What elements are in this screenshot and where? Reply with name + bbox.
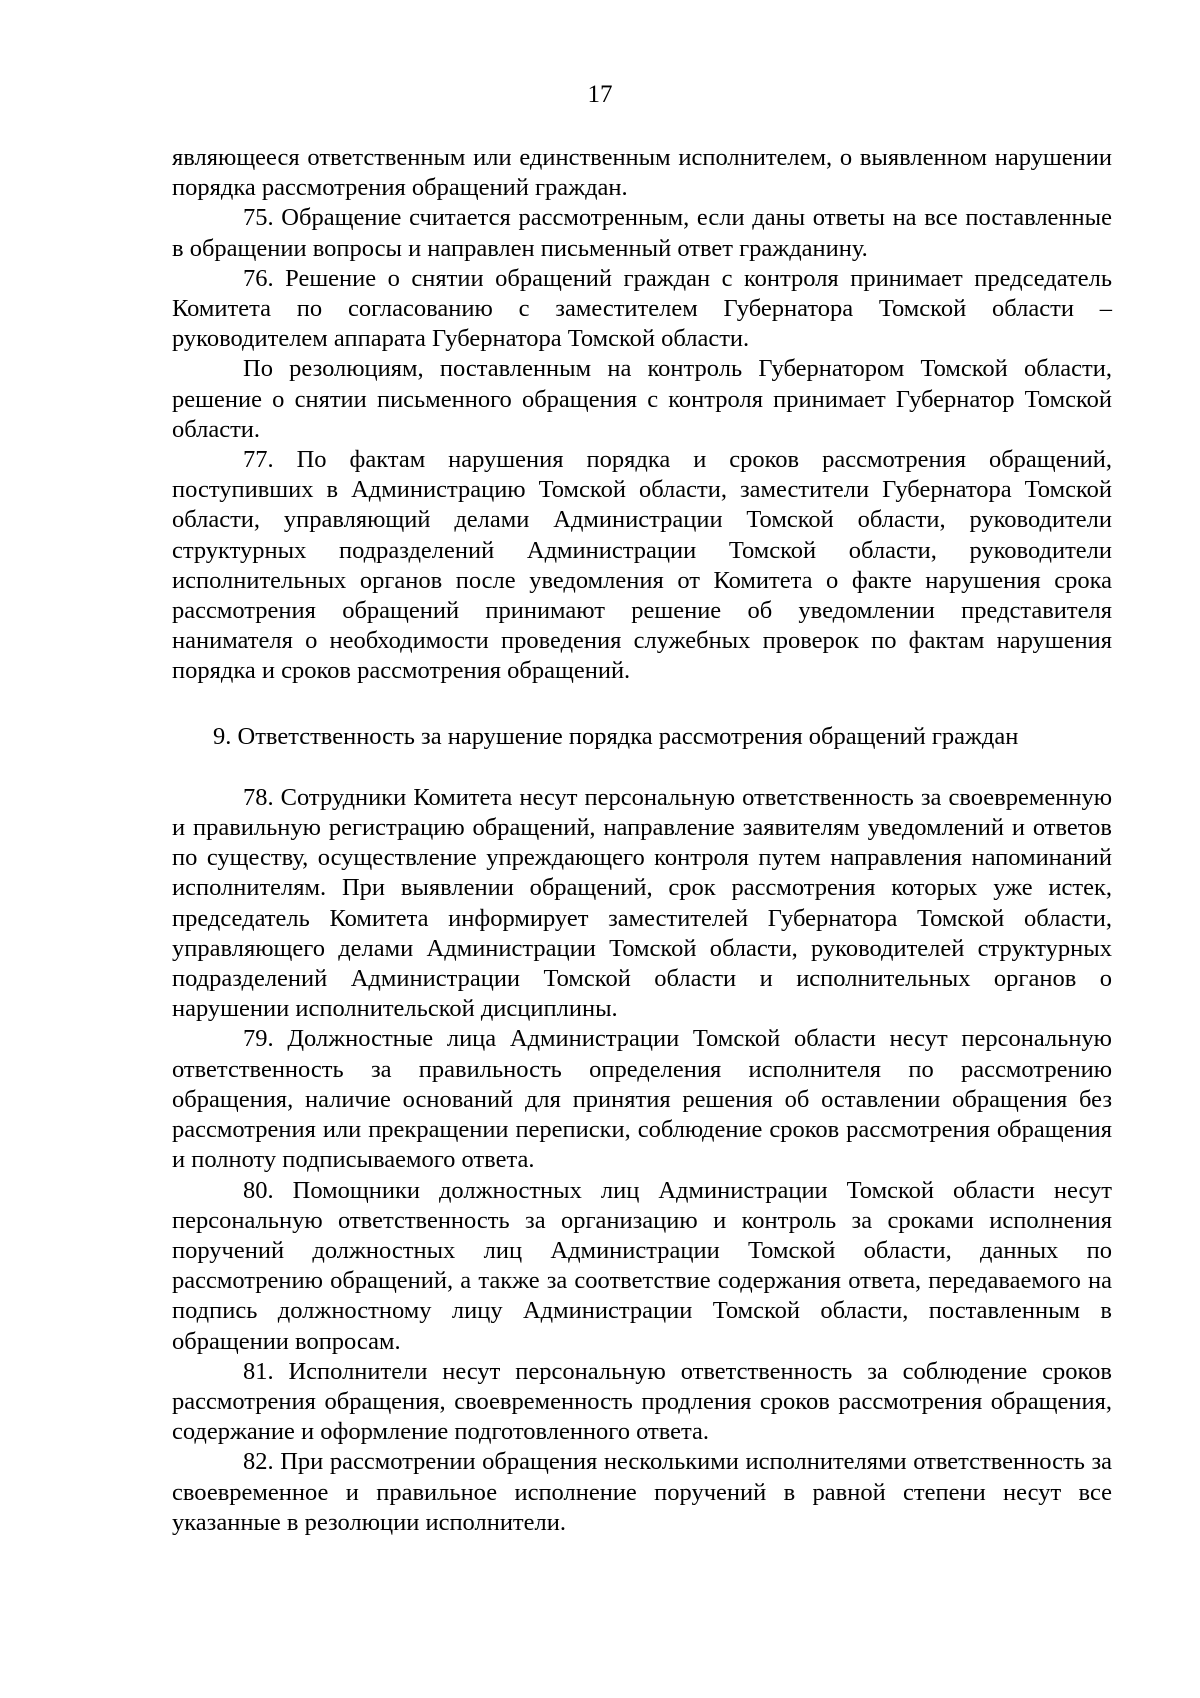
- paragraph-76: 76. Решение о снятии обращений граждан с контроля принимает председатель Комитета по согласованию с заместителем Губернатора Томской области – руководителем аппарата Губернатора Томской области.: [172, 264, 1112, 353]
- document-body: [172, 143, 1112, 1538]
- page-number: 17: [587, 81, 613, 108]
- paragraph-78: 78. Сотрудники Комитета несут персональную ответственность за своевременную и правильную регистрацию обращений, направление заявителям уведомлений и ответов по существу, осуществление упреждающего контроля путем направления напоминаний исполнителям. При выявлении обращений, срок рассмотрения которых уже истек, председатель Комитета информирует заместителей Губернатора Томской области, управляющего делами Администрации Томской области, руководителей структурных подразделений Администрации Томской области и исполнительных органов о нарушении исполнительской дисциплины.: [172, 783, 1112, 1023]
- paragraph-76-resolutions: По резолюциям, поставленным на контроль Губернатором Томской области, решение о снятии письменного обращения с контроля принимает Губернатор Томской области.: [172, 355, 1112, 443]
- paragraph-75: 75. Обращение считается рассмотренным, если даны ответы на все поставленные в обращении вопросы и направлен письменный ответ гражданину.: [172, 204, 1112, 262]
- paragraph-82: 82. При рассмотрении обращения несколькими исполнителями ответственность за своевременное и правильное исполнение поручений в равной степени несут все указанные в резолюции исполнители.: [172, 1448, 1112, 1536]
- paragraph-continuation: являющееся ответственным или единственным исполнителем, о выявленном нарушении порядка рассмотрения обращений граждан.: [172, 144, 1112, 202]
- paragraph-81: 81. Исполнители несут персональную ответственность за соблюдение сроков рассмотрения обращения, своевременность продления сроков рассмотрения обращения, содержание и оформление подготовленного ответа.: [172, 1357, 1112, 1446]
- section-heading: 9. Ответственность за нарушение порядка рассмотрения обращений граждан: [213, 722, 1019, 750]
- paragraph-80: 80. Помощники должностных лиц Администрации Томской области несут персональную ответственность за организацию и контроль за сроками исполнения поручений должностных лиц Администрации Томской области, данных по рассмотрению обращений, а также за соответствие содержания ответа, передаваемого на подпись должностному лицу Администрации Томской области, поставленным в обращении вопросам.: [172, 1176, 1112, 1355]
- paragraph-77: 77. По фактам нарушения порядка и сроков рассмотрения обращений, поступивших в Администрацию Томской области, заместители Губернатора Томской области, управляющий делами Администрации Томской области, руководители структурных подразделений Администрации Томской области, руководители исполнительных органов после уведомления от Комитета о факте нарушения срока рассмотрения обращений принимают решение об уведомлении представителя нанимателя о необходимости проведения служебных проверок по фактам нарушения порядка и сроков рассмотрения обращений.: [172, 446, 1112, 685]
- paragraph-79: 79. Должностные лица Администрации Томской области несут персональную ответственность за правильность определения исполнителя по рассмотрению обращения, наличие оснований для принятия решения об оставлении обращения без рассмотрения или прекращении переписки, соблюдение сроков рассмотрения обращения и полноту подписываемого ответа.: [172, 1025, 1112, 1174]
